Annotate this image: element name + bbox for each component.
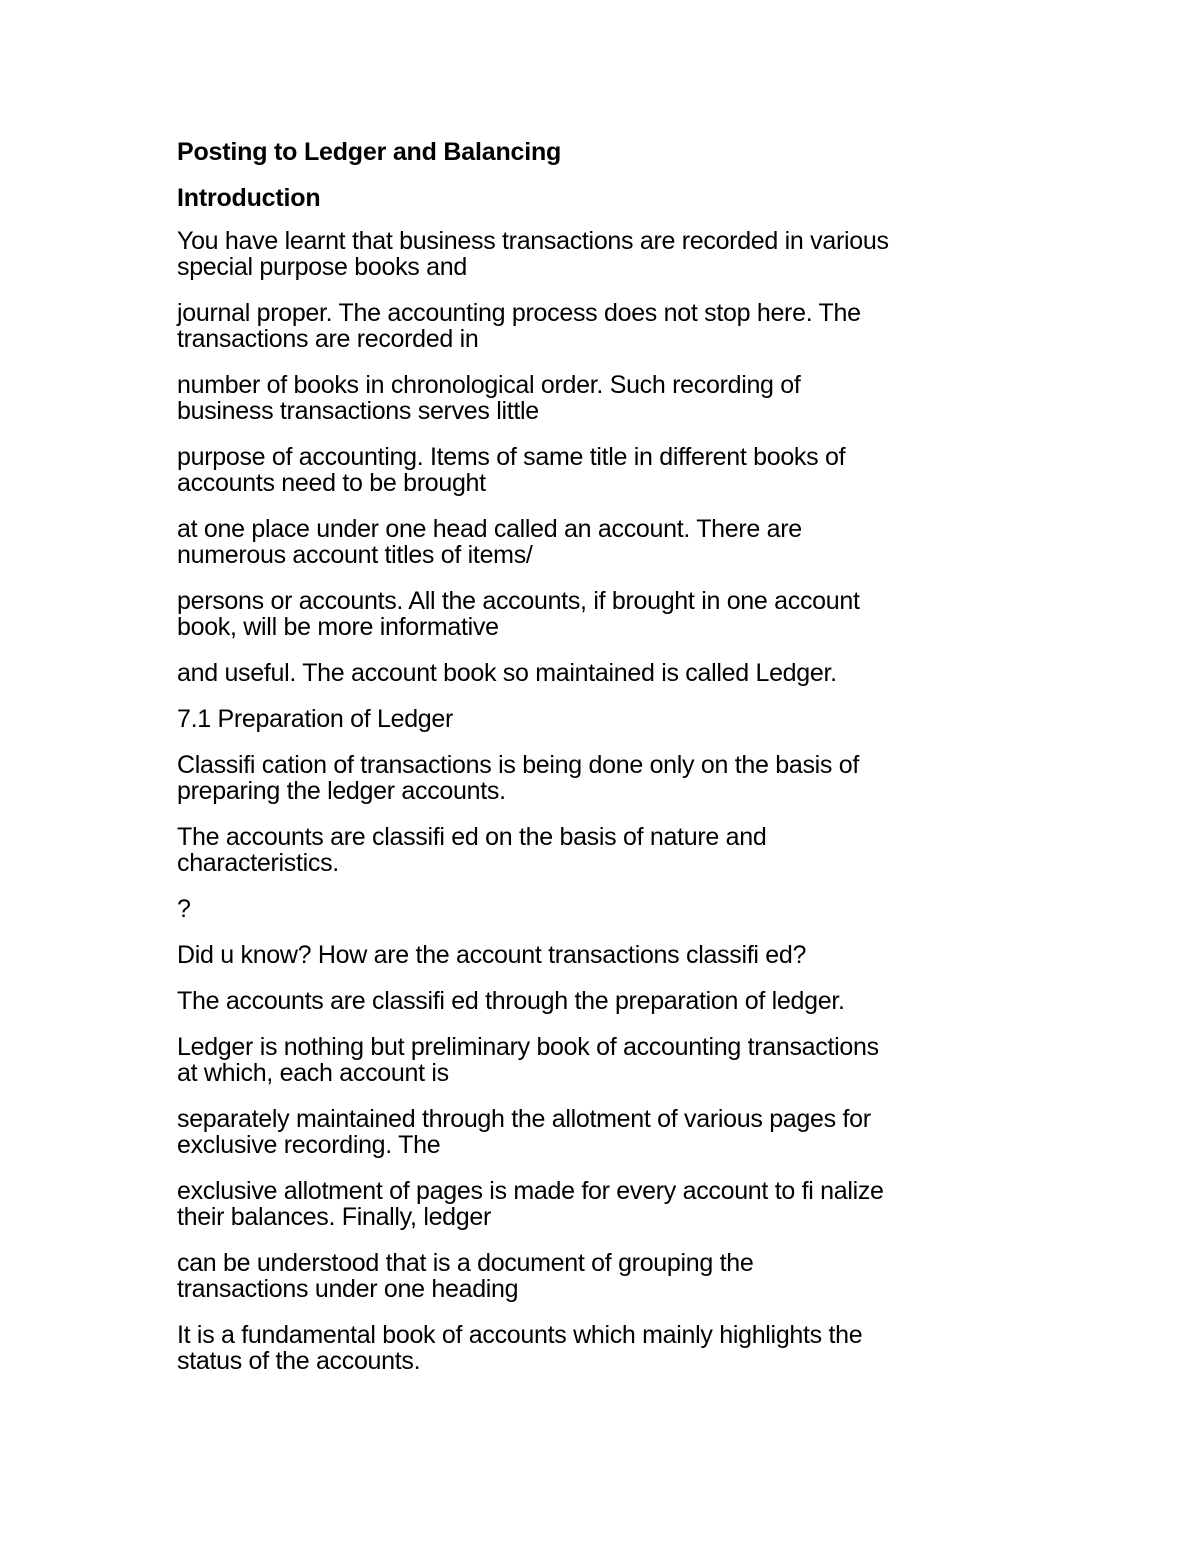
paragraph-6 [177, 588, 1037, 640]
section-heading-preparation-of-ledger: 7.1 Preparation of Ledger [177, 705, 454, 733]
paragraph-line: numerous account titles of items/ [177, 541, 533, 569]
paragraph-line: special purpose books and [177, 253, 467, 281]
paragraph-16 [177, 1178, 1037, 1230]
document-body [177, 136, 1037, 1394]
paragraph-line: separately maintained through the allotment of various pages for [177, 1105, 871, 1133]
paragraph-10 [177, 824, 1037, 876]
paragraph-line: Classifi cation of transactions is being done only on the basis of [177, 751, 859, 779]
paragraph-15 [177, 1106, 1037, 1158]
paragraph-line: It is a fundamental book of accounts which mainly highlights the [177, 1321, 863, 1349]
paragraph-line: purpose of accounting. Items of same title in different books of [177, 443, 846, 471]
paragraph-line: accounts need to be brought [177, 469, 486, 497]
paragraph-line: transactions are recorded in [177, 325, 479, 353]
paragraph-7: and useful. The account book so maintained is called Ledger. [177, 659, 837, 687]
paragraph-line: status of the accounts. [177, 1347, 421, 1375]
did-you-know-question: Did u know? How are the account transactions classifi ed? [177, 941, 807, 969]
paragraph-line: exclusive allotment of pages is made for every account to fi nalize [177, 1177, 884, 1205]
paragraph-2 [177, 300, 1037, 352]
paragraph-line: at one place under one head called an account. There are [177, 515, 802, 543]
paragraph-line: transactions under one heading [177, 1275, 519, 1303]
paragraph-4 [177, 444, 1037, 496]
paragraph-line: exclusive recording. The [177, 1131, 441, 1159]
paragraph-line: book, will be more informative [177, 613, 499, 641]
paragraph-line: persons or accounts. All the accounts, if brought in one account [177, 587, 860, 615]
paragraph-9 [177, 752, 1037, 804]
paragraph-14 [177, 1034, 1037, 1086]
paragraph-17 [177, 1250, 1037, 1302]
paragraph-13: The accounts are classifi ed through the preparation of ledger. [177, 987, 845, 1015]
paragraph-line: at which, each account is [177, 1059, 449, 1087]
document-title: Posting to Ledger and Balancing [177, 138, 562, 166]
paragraph-line: business transactions serves little [177, 397, 539, 425]
paragraph-line: The accounts are classifi ed on the basis of nature and [177, 823, 767, 851]
paragraph-line: number of books in chronological order. Such recording of [177, 371, 801, 399]
paragraph-5 [177, 516, 1037, 568]
paragraph-18 [177, 1322, 1037, 1374]
paragraph-line: their balances. Finally, ledger [177, 1203, 492, 1231]
paragraph-line: characteristics. [177, 849, 339, 877]
paragraph-line: can be understood that is a document of grouping the [177, 1249, 754, 1277]
question-mark: ? [177, 895, 191, 923]
paragraph-line: preparing the ledger accounts. [177, 777, 506, 805]
section-heading-introduction: Introduction [177, 184, 321, 212]
paragraph-3 [177, 372, 1037, 424]
paragraph-line: Ledger is nothing but preliminary book of accounting transactions [177, 1033, 879, 1061]
paragraph-line: You have learnt that business transactions are recorded in various [177, 227, 889, 255]
paragraph-line: journal proper. The accounting process does not stop here. The [177, 299, 861, 327]
paragraph-1 [177, 228, 1037, 280]
